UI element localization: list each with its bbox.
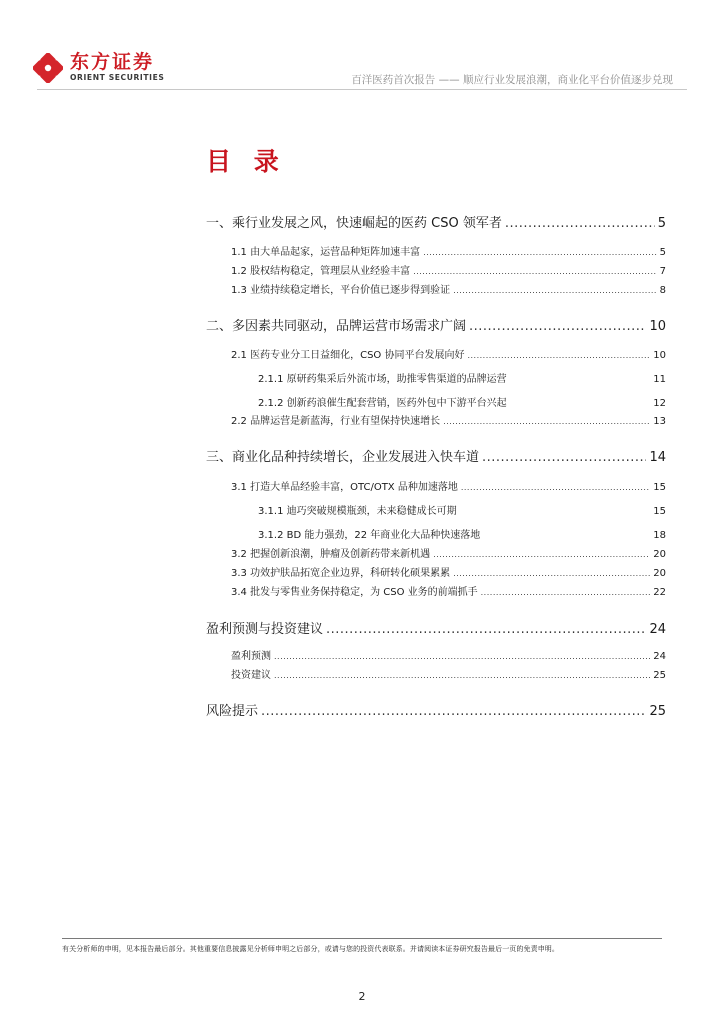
toc-entry-page: 25 bbox=[649, 704, 666, 719]
dot-leader bbox=[461, 483, 650, 492]
dot-leader bbox=[453, 286, 657, 295]
footer-disclaimer: 有关分析师的申明，见本报告最后部分。其他重要信息披露见分析师申明之后部分，或请与您的投资代表联系。并请阅读本证券研究报告最后一页的免责申明。 bbox=[62, 945, 559, 953]
toc-entry-label: 二、多因素共同驱动，品牌运营市场需求广阔 bbox=[206, 319, 467, 334]
toc-entry-page: 15 bbox=[653, 506, 666, 517]
toc-entry-label: 3.1.1 迪巧突破规模瓶颈，未来稳健成长可期 bbox=[258, 506, 457, 517]
toc-entry-label: 3.2 把握创新浪潮，肿瘤及创新药带来新机遇 bbox=[231, 549, 431, 560]
toc-entry-2-1-1[interactable] bbox=[258, 370, 666, 385]
toc-entry-3-1[interactable] bbox=[231, 478, 666, 493]
toc-entry-2-1-2[interactable] bbox=[258, 394, 666, 409]
toc-entry-page: 13 bbox=[653, 416, 666, 427]
dot-leader bbox=[505, 216, 655, 231]
toc-entry-page: 10 bbox=[653, 350, 666, 361]
toc-entry-chapter-1[interactable] bbox=[206, 212, 666, 231]
toc-entry-page: 10 bbox=[649, 319, 666, 334]
toc-entry-chapter-2[interactable] bbox=[206, 315, 666, 334]
toc-entry-1-1[interactable] bbox=[231, 243, 666, 258]
toc-entry-page: 22 bbox=[653, 587, 666, 598]
toc-entry-3-3[interactable] bbox=[231, 564, 666, 579]
toc-entry-1-2[interactable] bbox=[231, 262, 666, 277]
toc-entry-label: 一、乘行业发展之风，快速崛起的医药 CSO 领军者 bbox=[206, 216, 502, 231]
toc-entry-page: 15 bbox=[653, 482, 666, 493]
toc-entry-label: 风险提示 bbox=[206, 704, 259, 719]
dot-leader bbox=[443, 417, 650, 426]
toc-entry-page: 24 bbox=[653, 651, 666, 662]
toc-entry-label: 1.2 股权结构稳定，管理层从业经验丰富 bbox=[231, 266, 411, 277]
toc-entry-page: 11 bbox=[653, 374, 666, 385]
toc-entry-page: 25 bbox=[653, 670, 666, 681]
toc-entry-page: 12 bbox=[653, 398, 666, 409]
page-header bbox=[0, 0, 724, 92]
toc-entry-page: 20 bbox=[653, 549, 666, 560]
toc-entry-3-2[interactable] bbox=[231, 545, 666, 560]
toc-entry-label: 投资建议 bbox=[231, 670, 271, 681]
toc-entry-label: 2.2 品牌运营是新蓝海，行业有望保持快速增长 bbox=[231, 416, 441, 427]
toc-entry-3-1-2[interactable] bbox=[258, 526, 666, 541]
toc-entry-page: 7 bbox=[659, 266, 666, 277]
toc-entry-label: 3.1.2 BD 能力强劲，22 年商业化大品种快速落地 bbox=[258, 530, 481, 541]
dot-leader bbox=[482, 450, 646, 465]
toc-entry-risk[interactable] bbox=[206, 700, 666, 719]
toc-entry-2-1[interactable] bbox=[231, 346, 666, 361]
toc-entry-label: 3.4 批发与零售业务保持稳定，为 CSO 业务的前端抓手 bbox=[231, 587, 478, 598]
toc-entry-label: 3.3 功效护肤品拓宽企业边界，科研转化硕果累累 bbox=[231, 568, 451, 579]
toc-entry-page: 5 bbox=[659, 247, 666, 258]
toc-entry-forecast[interactable] bbox=[206, 618, 666, 637]
dot-leader bbox=[469, 319, 646, 334]
dot-leader bbox=[413, 267, 657, 276]
toc-entry-label: 盈利预测 bbox=[231, 651, 271, 662]
toc-entry-3-4[interactable] bbox=[231, 583, 666, 598]
toc-entry-investment-advice[interactable] bbox=[231, 666, 666, 681]
toc-entry-label: 1.3 业绩持续稳定增长，平台价值已逐步得到验证 bbox=[231, 285, 451, 296]
toc-entry-profit-forecast[interactable] bbox=[231, 647, 666, 662]
logo-english-name: ORIENT SECURITIES bbox=[70, 73, 165, 82]
toc-entry-label: 2.1.2 创新药浪催生配套营销，医药外包中下游平台兴起 bbox=[258, 398, 507, 409]
toc-entry-label: 三、商业化品种持续增长，企业发展进入快车道 bbox=[206, 450, 480, 465]
toc-entry-1-3[interactable] bbox=[231, 281, 666, 296]
toc-entry-3-1-1[interactable] bbox=[258, 502, 666, 517]
dot-leader bbox=[467, 351, 650, 360]
logo-chinese-name: 东方证券 bbox=[70, 51, 155, 73]
toc-entry-label: 2.1 医药专业分工日益细化，CSO 协同平台发展向好 bbox=[231, 350, 465, 361]
dot-leader bbox=[274, 671, 650, 680]
dot-leader bbox=[481, 588, 651, 597]
toc-entry-label: 2.1.1 原研药集采后外流市场，助推零售渠道的品牌运营 bbox=[258, 374, 507, 385]
orient-securities-logo-icon bbox=[33, 53, 63, 83]
dot-leader bbox=[261, 704, 646, 719]
toc-entry-label: 1.1 由大单品起家，运营品种矩阵加速丰富 bbox=[231, 247, 421, 258]
dot-leader bbox=[326, 622, 646, 637]
toc-title: 目 录 bbox=[206, 147, 286, 176]
company-logo bbox=[33, 52, 164, 83]
toc-entry-label: 盈利预测与投资建议 bbox=[206, 622, 324, 637]
toc-entry-page: 5 bbox=[657, 216, 666, 231]
dot-leader bbox=[453, 569, 650, 578]
toc-entry-chapter-3[interactable] bbox=[206, 446, 666, 465]
dot-leader bbox=[274, 652, 650, 661]
toc-entry-page: 8 bbox=[659, 285, 666, 296]
footer-divider bbox=[62, 938, 662, 939]
toc-entry-page: 20 bbox=[653, 568, 666, 579]
header-divider bbox=[37, 89, 687, 90]
toc-entry-2-2[interactable] bbox=[231, 412, 666, 427]
dot-leader bbox=[433, 550, 650, 559]
toc-entry-label: 3.1 打造大单品经验丰富，OTC/OTX 品种加速落地 bbox=[231, 482, 458, 493]
report-subtitle: 百洋医药首次报告 —— 顺应行业发展浪潮，商业化平台价值逐步兑现 bbox=[351, 74, 673, 86]
dot-leader bbox=[423, 248, 657, 257]
toc-entry-page: 24 bbox=[649, 622, 666, 637]
page-number: 2 bbox=[358, 990, 366, 1003]
toc-entry-page: 14 bbox=[649, 450, 666, 465]
toc-entry-page: 18 bbox=[653, 530, 666, 541]
